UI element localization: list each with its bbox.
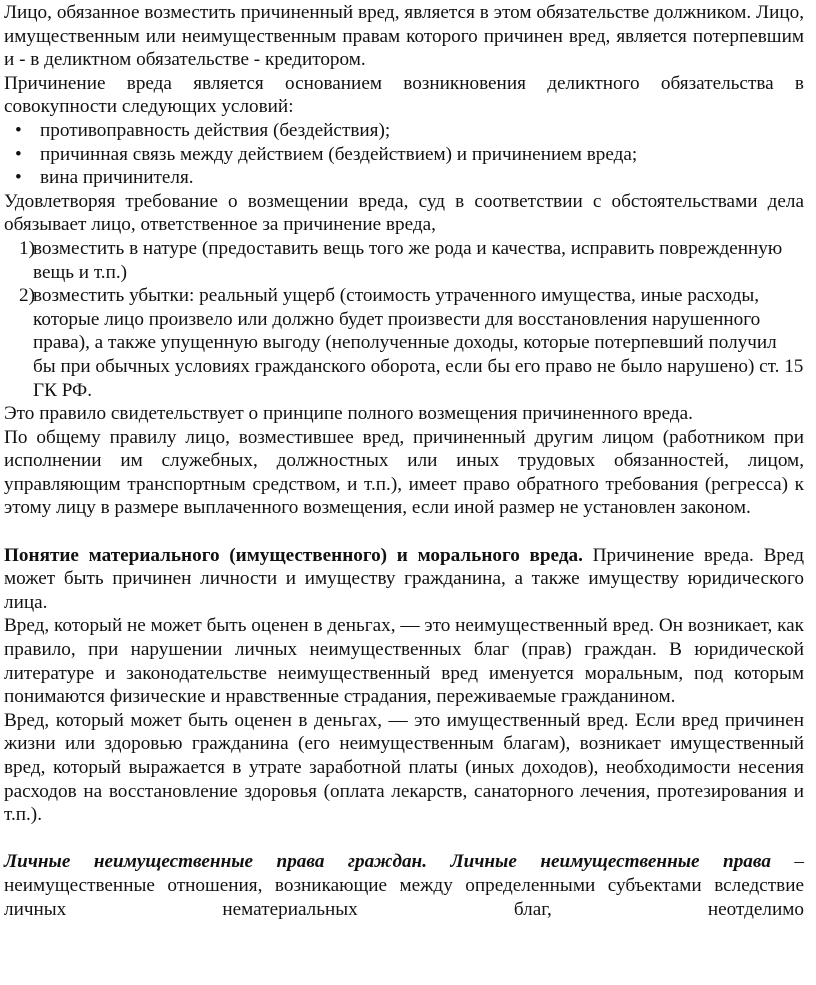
conditions-list bbox=[4, 119, 804, 190]
regress-paragraph: По общему правилу лицо, возместившее вред, причиненный другим лицом (работником при исполнении им служебных, должностных или иных трудовых обязанностей, лицом, управляющим транспортным средством, и т.п.), имеет право обратного требования (регресса) к этому лицу в размере выплаченного возмещения, если иной размер не установлен законом. bbox=[4, 426, 804, 519]
list-item bbox=[4, 119, 804, 143]
blank-line bbox=[4, 520, 804, 544]
bullet-icon: • bbox=[15, 119, 22, 141]
blank-line bbox=[4, 827, 804, 851]
list-item-text: противоправность действия (бездействия); bbox=[40, 119, 391, 141]
property-damage-paragraph: Вред, который может быть оценен в деньгах, — это имущественный вред. Если вред причинен жизни или здоровью гражданина (его неимущественным благам), возникает имущественный вред, который выражается в утрате заработной платы (иных доходов), необходимости несения расходов на восстановление здоровья (оплата лекарств, санаторного лечения, протезирования и т.п.). bbox=[4, 709, 804, 826]
list-item bbox=[4, 166, 804, 190]
section-heading-tail: Причинение вреда. Вред может быть причинен личности и имуществу гражданина, а также имуществу юридического лица. bbox=[4, 544, 804, 613]
list-item-text: вина причинителя. bbox=[40, 167, 194, 189]
intro-paragraph-debtor: Лицо, обязанное возместить причиненный вред, является в этом обязательстве должником. Лицо, имущественным или неимущественным правам которого причинен вред, является потерпевшим и - в деликтном обязательстве - кредитором. bbox=[4, 2, 804, 71]
list-item-text: причинная связь между действием (бездействием) и причинением вреда; bbox=[40, 143, 638, 165]
list-item bbox=[4, 237, 804, 284]
list-item bbox=[4, 284, 804, 402]
list-item-text: возместить в натуре (предоставить вещь того же рода и качества, исправить поврежденную вещь и т.п.) bbox=[33, 237, 783, 283]
intro-paragraph-conditions: Причинение вреда является основанием возникновения деликтного обязательства в совокупности следующих условий: bbox=[4, 72, 804, 118]
non-property-damage-paragraph: Вред, который не может быть оценен в деньгах, — это неимущественный вред. Он возникает, как правило, при нарушении личных неимущественных благ (прав) граждан. В юридической литературе и законодательстве неимущественный вред именуется моральным, под которым понимаются физические и нравственные страдания, переживаемые гражданином. bbox=[4, 615, 804, 708]
damage-concept-paragraph bbox=[4, 544, 804, 615]
term-definition: – неимущественные отношения, возникающие между определенными субъектами вследствие личных нематериальных благ, неотделимо bbox=[4, 851, 805, 920]
principle-paragraph: Это правило свидетельствует о принципе полного возмещения причиненного вреда. bbox=[4, 403, 693, 425]
compensation-list bbox=[4, 237, 804, 402]
bullet-icon: • bbox=[15, 167, 22, 189]
section-heading: Понятие материального (имущественного) и морального вреда. bbox=[4, 544, 583, 566]
list-number: 2) bbox=[19, 285, 35, 307]
section-heading: Личные неимущественные права граждан. bbox=[4, 851, 428, 873]
personal-rights-paragraph bbox=[4, 850, 804, 921]
term-heading: Личные неимущественные права bbox=[450, 851, 771, 873]
list-item bbox=[4, 143, 804, 167]
list-item-text: возместить убытки: реальный ущерб (стоимость утраченного имущества, иные расходы, которые лицо произвело или должно будет произвести для восстановления нарушенного права), а также упущенную выгоду (неполученные доходы, которые потерпевший получил бы при обычных условиях гражданского оборота, если бы его право не было нарушено) ст. 15 ГК РФ. bbox=[33, 285, 804, 401]
list-number: 1) bbox=[19, 237, 35, 259]
compensation-lead-paragraph: Удовлетворяя требование о возмещении вреда, суд в соответствии с обстоятельствами дела обязывает лицо, ответственное за причинение вреда, bbox=[4, 190, 804, 236]
bullet-icon: • bbox=[15, 143, 22, 165]
